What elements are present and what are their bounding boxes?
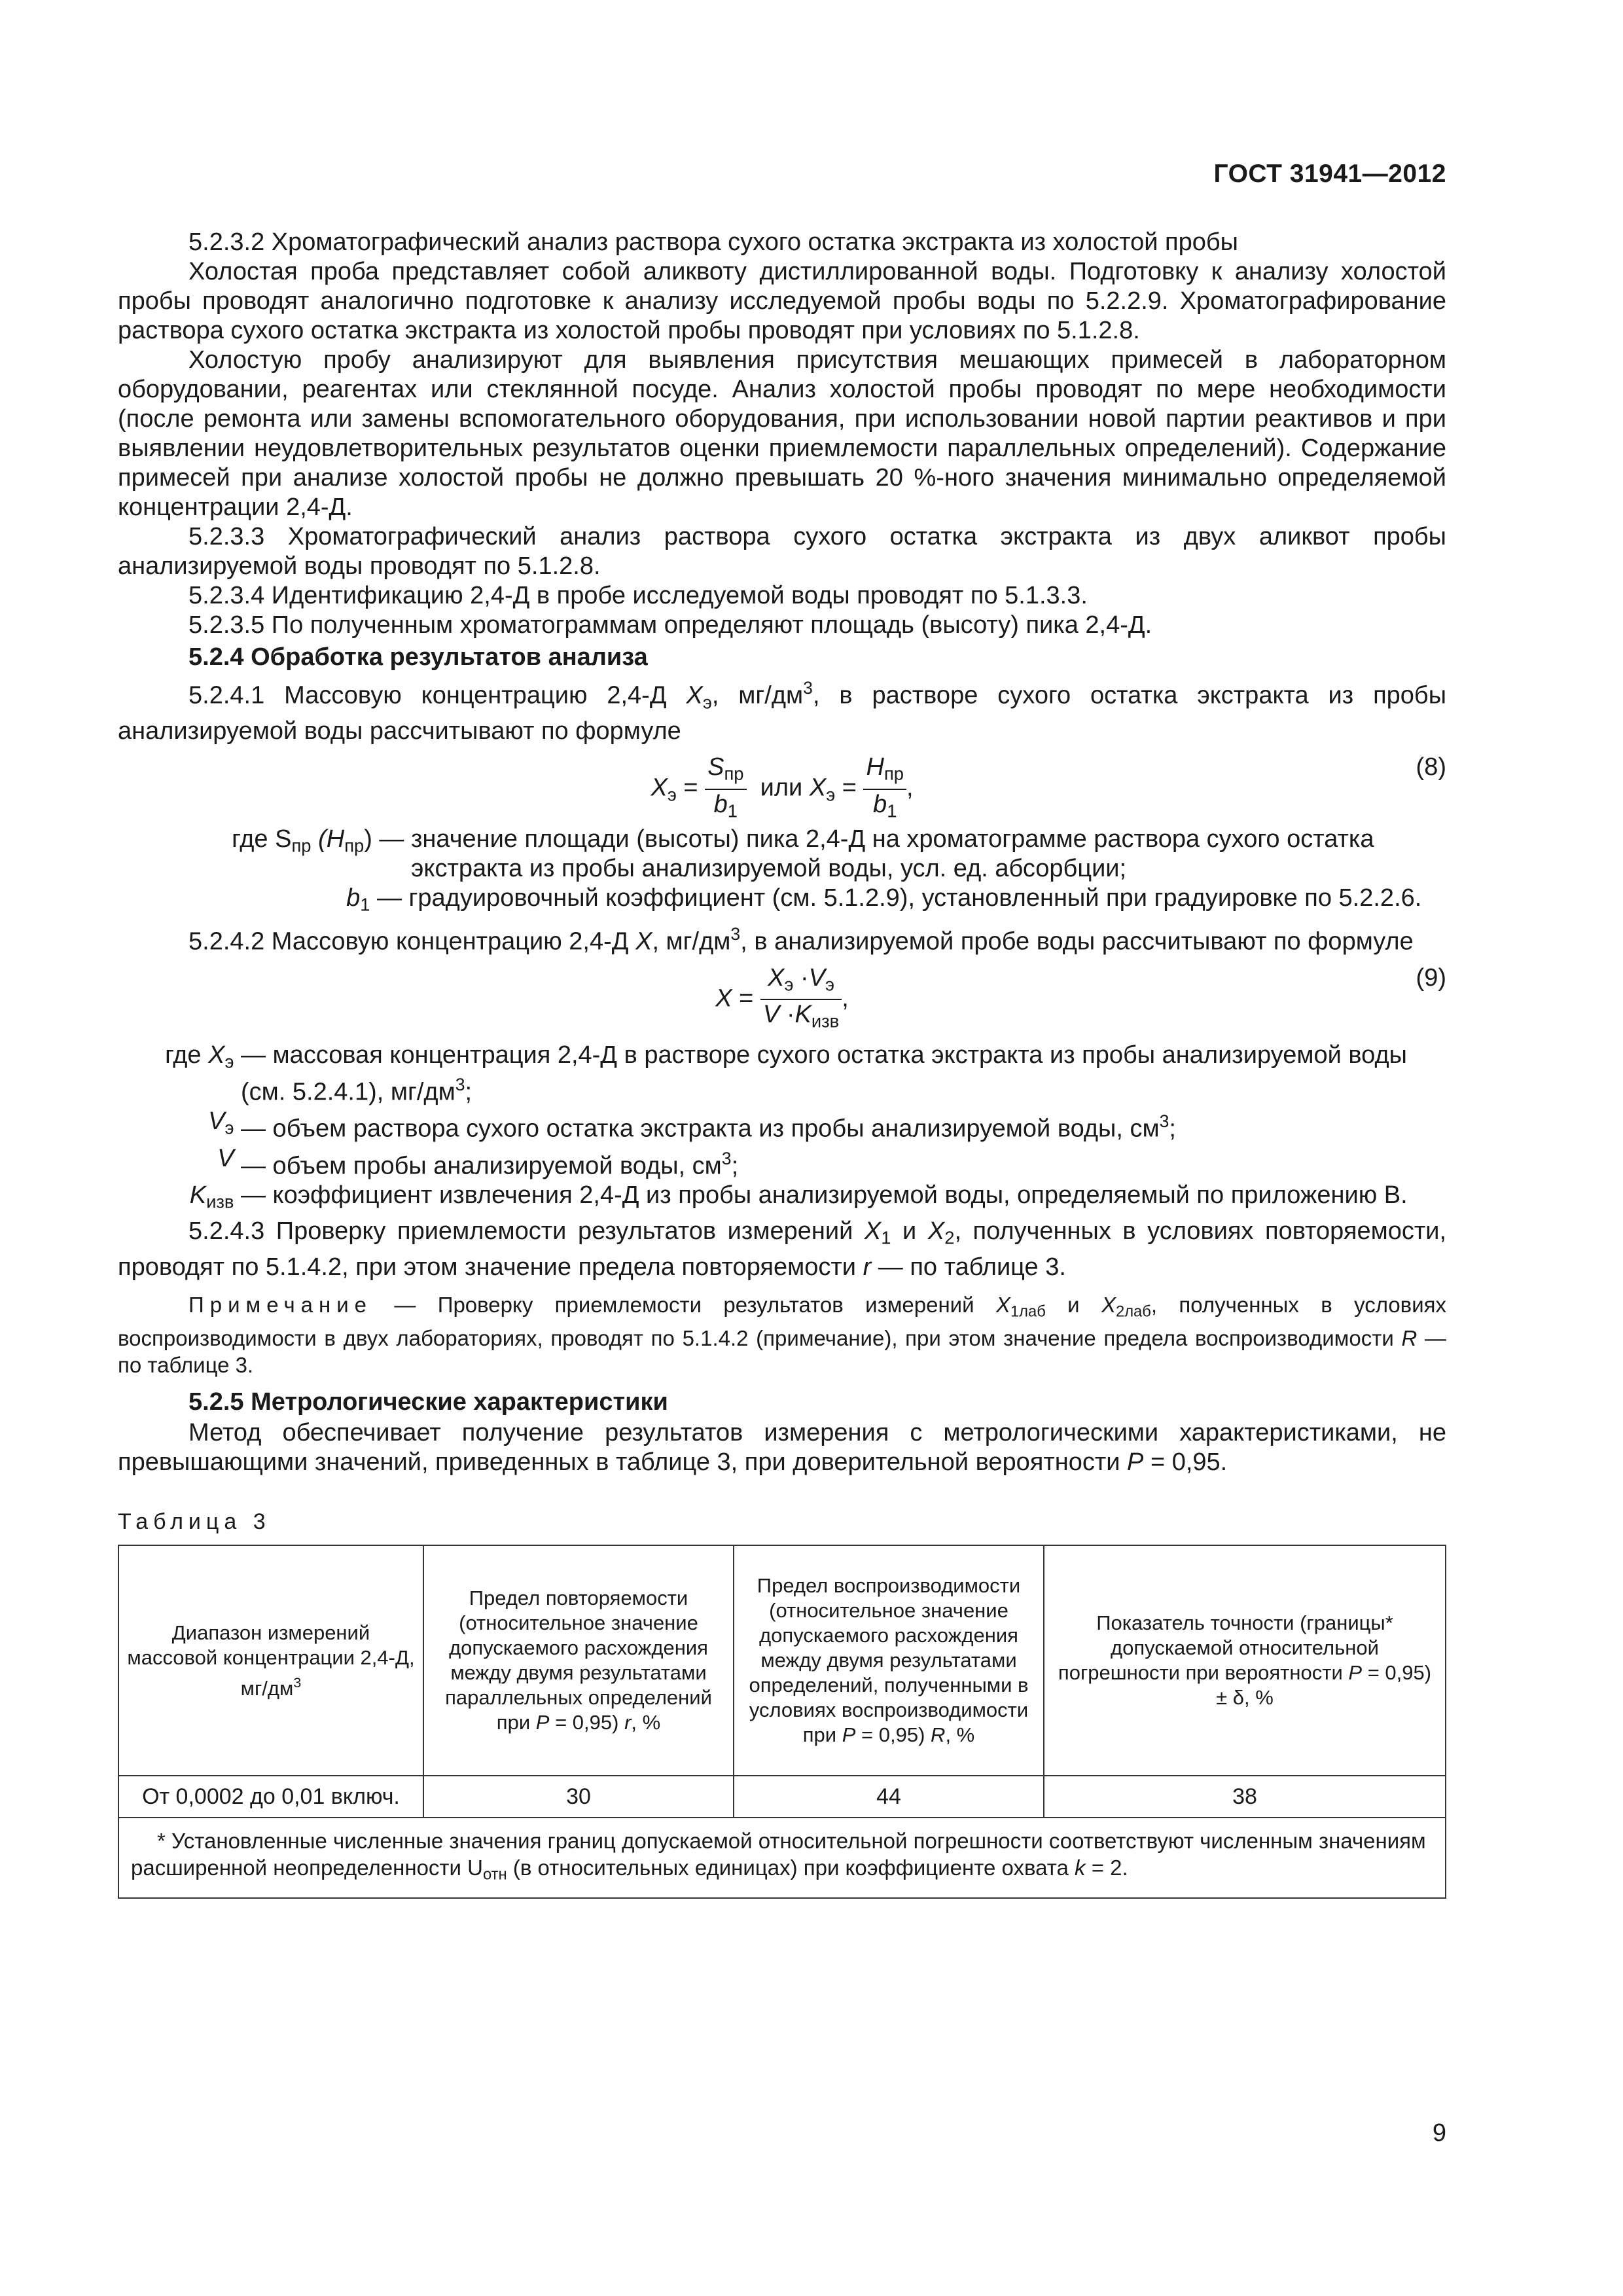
formula-9 bbox=[118, 957, 1446, 1041]
where-x-e: где $X_э$ — массовая концентрация 2,4-Д в растворе сухого остатка экстракта из пробы анализируемой воды (см. 5.2.4.1), $мг/дм^3$; bbox=[165, 1041, 1407, 1106]
note-reproducibility: Примечание — Проверку приемлемости результатов измерений $X_{1лаб}$ и $X_{2лаб}$, полученных в условиях воспроизводимости в двух лабораториях, проводят по 5.1.4.2 (примечание), при этом значение предела воспроизводимости R — по таблице 3. bbox=[118, 1292, 1447, 1378]
table-footnote: * Установленные численные значения границ допускаемой относительной погрешности соответствуют численным значениям расширенной неопределенности $U_{отн}$ (в относительных единицах) при коэффициенте охвата k = 2. bbox=[118, 1818, 1446, 1898]
paragraph-5-2-5: Метод обеспечивает получение результатов измерения с метрологическими характеристиками, не превышающими значений, приведенных в таблице 3, при доверительной вероятности P = 0,95. bbox=[118, 1419, 1446, 1477]
formula-8 bbox=[118, 746, 1446, 825]
where-s-pr: где $S_{пр}$ $(H_{пр})$ — значение площади (высоты) пика 2,4-Д на хроматограмме раствора сухого остатка экстракта из пробы анализируемой воды, усл. ед. абсорбции; bbox=[232, 825, 1374, 883]
paragraph-5-2-3-5: 5.2.3.5 По полученным хроматограммам определяют площадь (высоту) пика 2,4-Д. bbox=[188, 611, 1152, 639]
paragraph-5-2-4-2: 5.2.4.2 Массовую концентрацию 2,4-Д X, $мг/дм^3$, в анализируемой пробе воды рассчитывают по формуле bbox=[188, 924, 1414, 956]
equation-number-9: (9) bbox=[1416, 963, 1446, 992]
page-number: 9 bbox=[1432, 2119, 1446, 2147]
cell-range: От 0,0002 до 0,01 включ. bbox=[118, 1776, 423, 1818]
paragraph-blank-sample: Холостая проба представляет собой аликвоту дистиллированной воды. Подготовку к анализу холостой пробы проводят аналогично подготовке к анализу исследуемой пробы воды по 5.2.2.9. Хроматографирование раствора сухого остатка экстракта из холостой пробы проводят при условиях по 5.1.2.8. bbox=[118, 258, 1446, 344]
header-accuracy: Показатель точности (границы* допускаемой относительной погрешности при вероятности P = 0,95) ± δ, % bbox=[1044, 1545, 1446, 1776]
cell-accuracy: 38 bbox=[1044, 1776, 1446, 1818]
equation-number-8: (8) bbox=[1416, 753, 1446, 781]
where-v-e: $V_э$ — объем раствора сухого остатка экстракта из пробы анализируемой воды, $см^3$; bbox=[208, 1107, 1176, 1143]
where-b1: $b_1$ — градуировочный коэффициент (см. 5.1.2.9), установленный при градуировке по 5.2.2.6. bbox=[346, 884, 1422, 915]
table-caption: Таблица 3 bbox=[118, 1509, 271, 1535]
header-range: Диапазон измерений массовой концентрации 2,4-Д, $мг/дм^3$ bbox=[118, 1545, 423, 1776]
table-footnote-row bbox=[118, 1818, 1446, 1898]
heading-5-2-5: 5.2.5 Метрологические характеристики bbox=[188, 1388, 668, 1416]
standard-number: ГОСТ 31941—2012 bbox=[1213, 160, 1446, 188]
where-k-izv: $K_{изв}$ — коэффициент извлечения 2,4-Д из пробы анализируемой воды, определяемый по приложению В. bbox=[189, 1181, 1408, 1213]
header-repeatability: Предел повторяемости (относительное значение допускаемого расхождения между двумя результатами параллельных определений при P = 0,95) r, % bbox=[423, 1545, 734, 1776]
paragraph-blank-analysis: Холостую пробу анализируют для выявления присутствия мешающих примесей в лабораторном оборудовании, реагентах или стеклянной посуде. Анализ холостой пробы проводят по мере необходимости (после ремонта или замены вспомогательного оборудования, при использовании новой партии реактивов и при выявлении неудовлетворительных результатов оценки приемлемости параллельных определений). Содержание примесей при анализе холостой пробы не должно превышать 20 %-ного значения минимально определяемой концентрации 2,4-Д. bbox=[118, 346, 1446, 521]
fraction-s-over-b: $\frac{S_{пр}}{b_1}$ bbox=[705, 753, 746, 825]
where-v: V — объем пробы анализируемой воды, $см^3$; bbox=[217, 1144, 739, 1180]
cell-repeatability: 30 bbox=[423, 1776, 734, 1818]
fraction-xv-over-vk: $\frac{X_э \cdot V_э}{V \cdot K_{изв}}$ bbox=[760, 963, 842, 1036]
header-reproducibility: Предел воспроизводимости (относительное значение допускаемого расхождения между двумя результатами определений, полученными в условиях воспроизводимости при P = 0,95) R, % bbox=[734, 1545, 1044, 1776]
paragraph-5-2-4-1: 5.2.4.1 Массовую концентрацию 2,4-Д $X_э$, $мг/дм^3$, в растворе сухого остатка экстракта из пробы анализируемой воды рассчитывают по формуле bbox=[118, 678, 1447, 745]
table-row bbox=[118, 1776, 1446, 1818]
paragraph-5-2-3-3: 5.2.3.3 Хроматографический анализ раствора сухого остатка экстракта из двух аликвот пробы анализируемой воды проводят по 5.1.2.8. bbox=[118, 523, 1446, 580]
paragraph-5-2-4-3: 5.2.4.3 Проверку приемлемости результатов измерений $X_1$ и $X_2$, полученных в условиях повторяемости, проводят по 5.1.4.2, при этом значение предела повторяемости r — по таблице 3. bbox=[118, 1217, 1447, 1281]
table-3 bbox=[118, 1545, 1446, 1899]
cell-reproducibility: 44 bbox=[734, 1776, 1044, 1818]
heading-5-2-4: 5.2.4 Обработка результатов анализа bbox=[188, 643, 648, 671]
paragraph-5-2-3-4: 5.2.3.4 Идентификацию 2,4-Д в пробе исследуемой воды проводят по 5.1.3.3. bbox=[188, 582, 1088, 609]
section-title-5-2-3-2: 5.2.3.2 Хроматографический анализ раствора сухого остатка экстракта из холостой пробы bbox=[188, 228, 1238, 256]
fraction-h-over-b: $\frac{H_{пр}}{b_1}$ bbox=[863, 753, 906, 825]
formula-9-expression: X = $\frac{X_э \cdot V_э}{V \cdot K_{изв}}$ , bbox=[118, 963, 1446, 1036]
formula-8-expression: $X_э$ = $\frac{S_{пр}}{b_1}$ или $X_э$ = $\frac{H_{пр}}{b_1}$ , bbox=[118, 753, 1446, 825]
document-body bbox=[118, 228, 1446, 1899]
table-header-row bbox=[118, 1545, 1446, 1776]
